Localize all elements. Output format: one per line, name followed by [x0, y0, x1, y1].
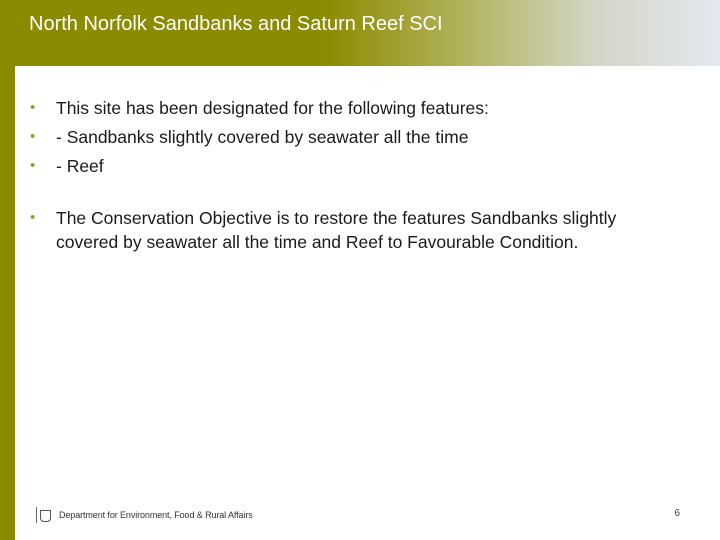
slide-body	[30, 96, 660, 259]
bullet-icon: •	[30, 128, 36, 145]
bullet-icon: •	[30, 157, 36, 174]
bullet-item	[30, 96, 660, 120]
page-number: 6	[674, 508, 680, 519]
left-accent-bar	[0, 66, 15, 540]
royal-crest-icon	[36, 507, 51, 523]
bullet-icon: •	[30, 99, 36, 116]
bullet-text: This site has been designated for the following features:	[56, 98, 489, 118]
logo-text: Department for Environment, Food & Rural Affairs	[59, 510, 253, 520]
bullet-icon: •	[30, 209, 36, 226]
bullet-text: - Sandbanks slightly covered by seawater all the time	[56, 127, 469, 147]
defra-logo	[36, 506, 253, 524]
bullet-item	[30, 206, 660, 254]
bullet-list	[30, 96, 660, 254]
title-bar	[0, 0, 720, 66]
slide-title: North Norfolk Sandbanks and Saturn Reef SCI	[29, 13, 443, 35]
bullet-text: - Reef	[56, 156, 104, 176]
bullet-item	[30, 125, 660, 149]
bullet-item	[30, 154, 660, 178]
bullet-text: The Conservation Objective is to restore the features Sandbanks slightly covered by seawater all the time and Reef to Favourable Condition.	[56, 208, 617, 252]
